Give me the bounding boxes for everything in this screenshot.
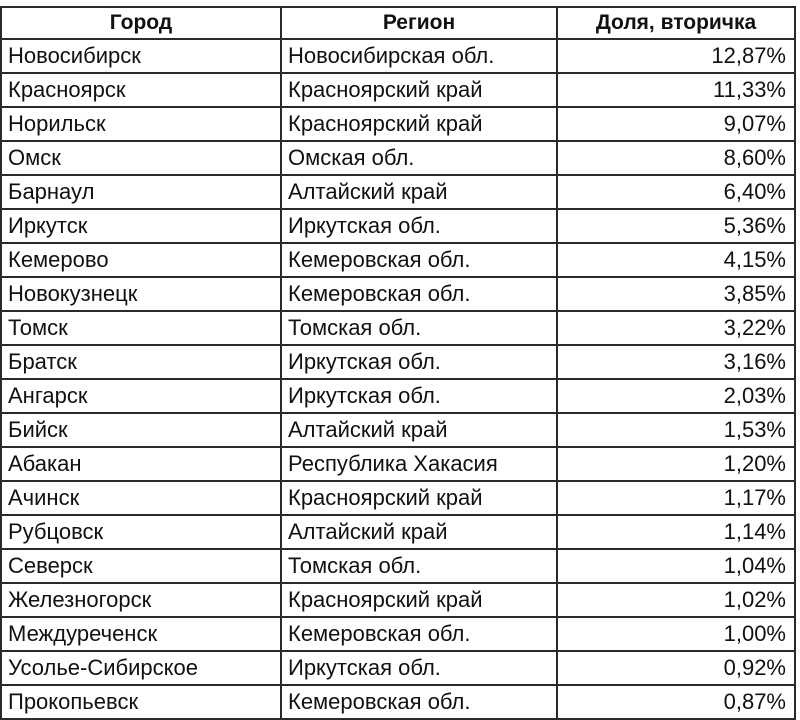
table-row: [1, 107, 795, 141]
cell-region: Кемеровская обл.: [281, 277, 557, 311]
cell-region: Красноярский край: [281, 481, 557, 515]
cell-region: Алтайский край: [281, 413, 557, 447]
cell-share: 6,40%: [557, 175, 795, 209]
header-region: Регион: [281, 7, 557, 39]
cell-share: 3,16%: [557, 345, 795, 379]
cell-region: Иркутская обл.: [281, 209, 557, 243]
table-row: [1, 413, 795, 447]
cell-region: Омская обл.: [281, 141, 557, 175]
cell-city: Рубцовск: [1, 515, 281, 549]
table-row: [1, 141, 795, 175]
table-row: [1, 39, 795, 73]
cell-city: Красноярск: [1, 73, 281, 107]
cell-share: 2,03%: [557, 379, 795, 413]
table-row: [1, 685, 795, 719]
table-row: [1, 583, 795, 617]
cell-city: Железногорск: [1, 583, 281, 617]
cell-share: 9,07%: [557, 107, 795, 141]
cell-city: Новокузнецк: [1, 277, 281, 311]
table-row: [1, 277, 795, 311]
cell-share: 5,36%: [557, 209, 795, 243]
cell-share: 1,14%: [557, 515, 795, 549]
cell-region: Томская обл.: [281, 311, 557, 345]
cell-share: 1,53%: [557, 413, 795, 447]
cell-region: Томская обл.: [281, 549, 557, 583]
city-share-table: [0, 6, 796, 720]
cell-region: Новосибирская обл.: [281, 39, 557, 73]
cell-share: 0,87%: [557, 685, 795, 719]
cell-share: 8,60%: [557, 141, 795, 175]
cell-city: Северск: [1, 549, 281, 583]
cell-share: 1,20%: [557, 447, 795, 481]
cell-region: Иркутская обл.: [281, 651, 557, 685]
cell-city: Абакан: [1, 447, 281, 481]
cell-region: Красноярский край: [281, 107, 557, 141]
cell-region: Иркутская обл.: [281, 345, 557, 379]
cell-city: Новосибирск: [1, 39, 281, 73]
cell-share: 1,00%: [557, 617, 795, 651]
table-row: [1, 481, 795, 515]
cell-city: Омск: [1, 141, 281, 175]
cell-share: 3,85%: [557, 277, 795, 311]
cell-region: Иркутская обл.: [281, 379, 557, 413]
cell-city: Томск: [1, 311, 281, 345]
table-row: [1, 175, 795, 209]
cell-region: Кемеровская обл.: [281, 617, 557, 651]
cell-region: Красноярский край: [281, 583, 557, 617]
cell-share: 1,17%: [557, 481, 795, 515]
table-row: [1, 379, 795, 413]
table-body: [1, 39, 795, 719]
table-row: [1, 311, 795, 345]
table-row: [1, 209, 795, 243]
cell-region: Алтайский край: [281, 175, 557, 209]
header-share: Доля, вторичка: [557, 7, 795, 39]
cell-city: Прокопьевск: [1, 685, 281, 719]
cell-city: Бийск: [1, 413, 281, 447]
table-row: [1, 447, 795, 481]
cell-city: Иркутск: [1, 209, 281, 243]
cell-region: Кемеровская обл.: [281, 685, 557, 719]
cell-region: Алтайский край: [281, 515, 557, 549]
table-row: [1, 515, 795, 549]
header-city: Город: [1, 7, 281, 39]
cell-share: 0,92%: [557, 651, 795, 685]
table-row: [1, 73, 795, 107]
table-row: [1, 549, 795, 583]
cell-share: 3,22%: [557, 311, 795, 345]
table-row: [1, 617, 795, 651]
table-row: [1, 651, 795, 685]
cell-share: 11,33%: [557, 73, 795, 107]
cell-share: 1,04%: [557, 549, 795, 583]
header-row: [1, 7, 795, 39]
cell-share: 12,87%: [557, 39, 795, 73]
cell-city: Братск: [1, 345, 281, 379]
cell-share: 1,02%: [557, 583, 795, 617]
cell-region: Кемеровская обл.: [281, 243, 557, 277]
cell-city: Междуреченск: [1, 617, 281, 651]
cell-city: Барнаул: [1, 175, 281, 209]
cell-region: Красноярский край: [281, 73, 557, 107]
cell-region: Республика Хакасия: [281, 447, 557, 481]
table-row: [1, 345, 795, 379]
cell-city: Ангарск: [1, 379, 281, 413]
cell-share: 4,15%: [557, 243, 795, 277]
cell-city: Кемерово: [1, 243, 281, 277]
table-row: [1, 243, 795, 277]
cell-city: Норильск: [1, 107, 281, 141]
cell-city: Усолье-Сибирское: [1, 651, 281, 685]
data-table-container: [0, 6, 794, 720]
cell-city: Ачинск: [1, 481, 281, 515]
